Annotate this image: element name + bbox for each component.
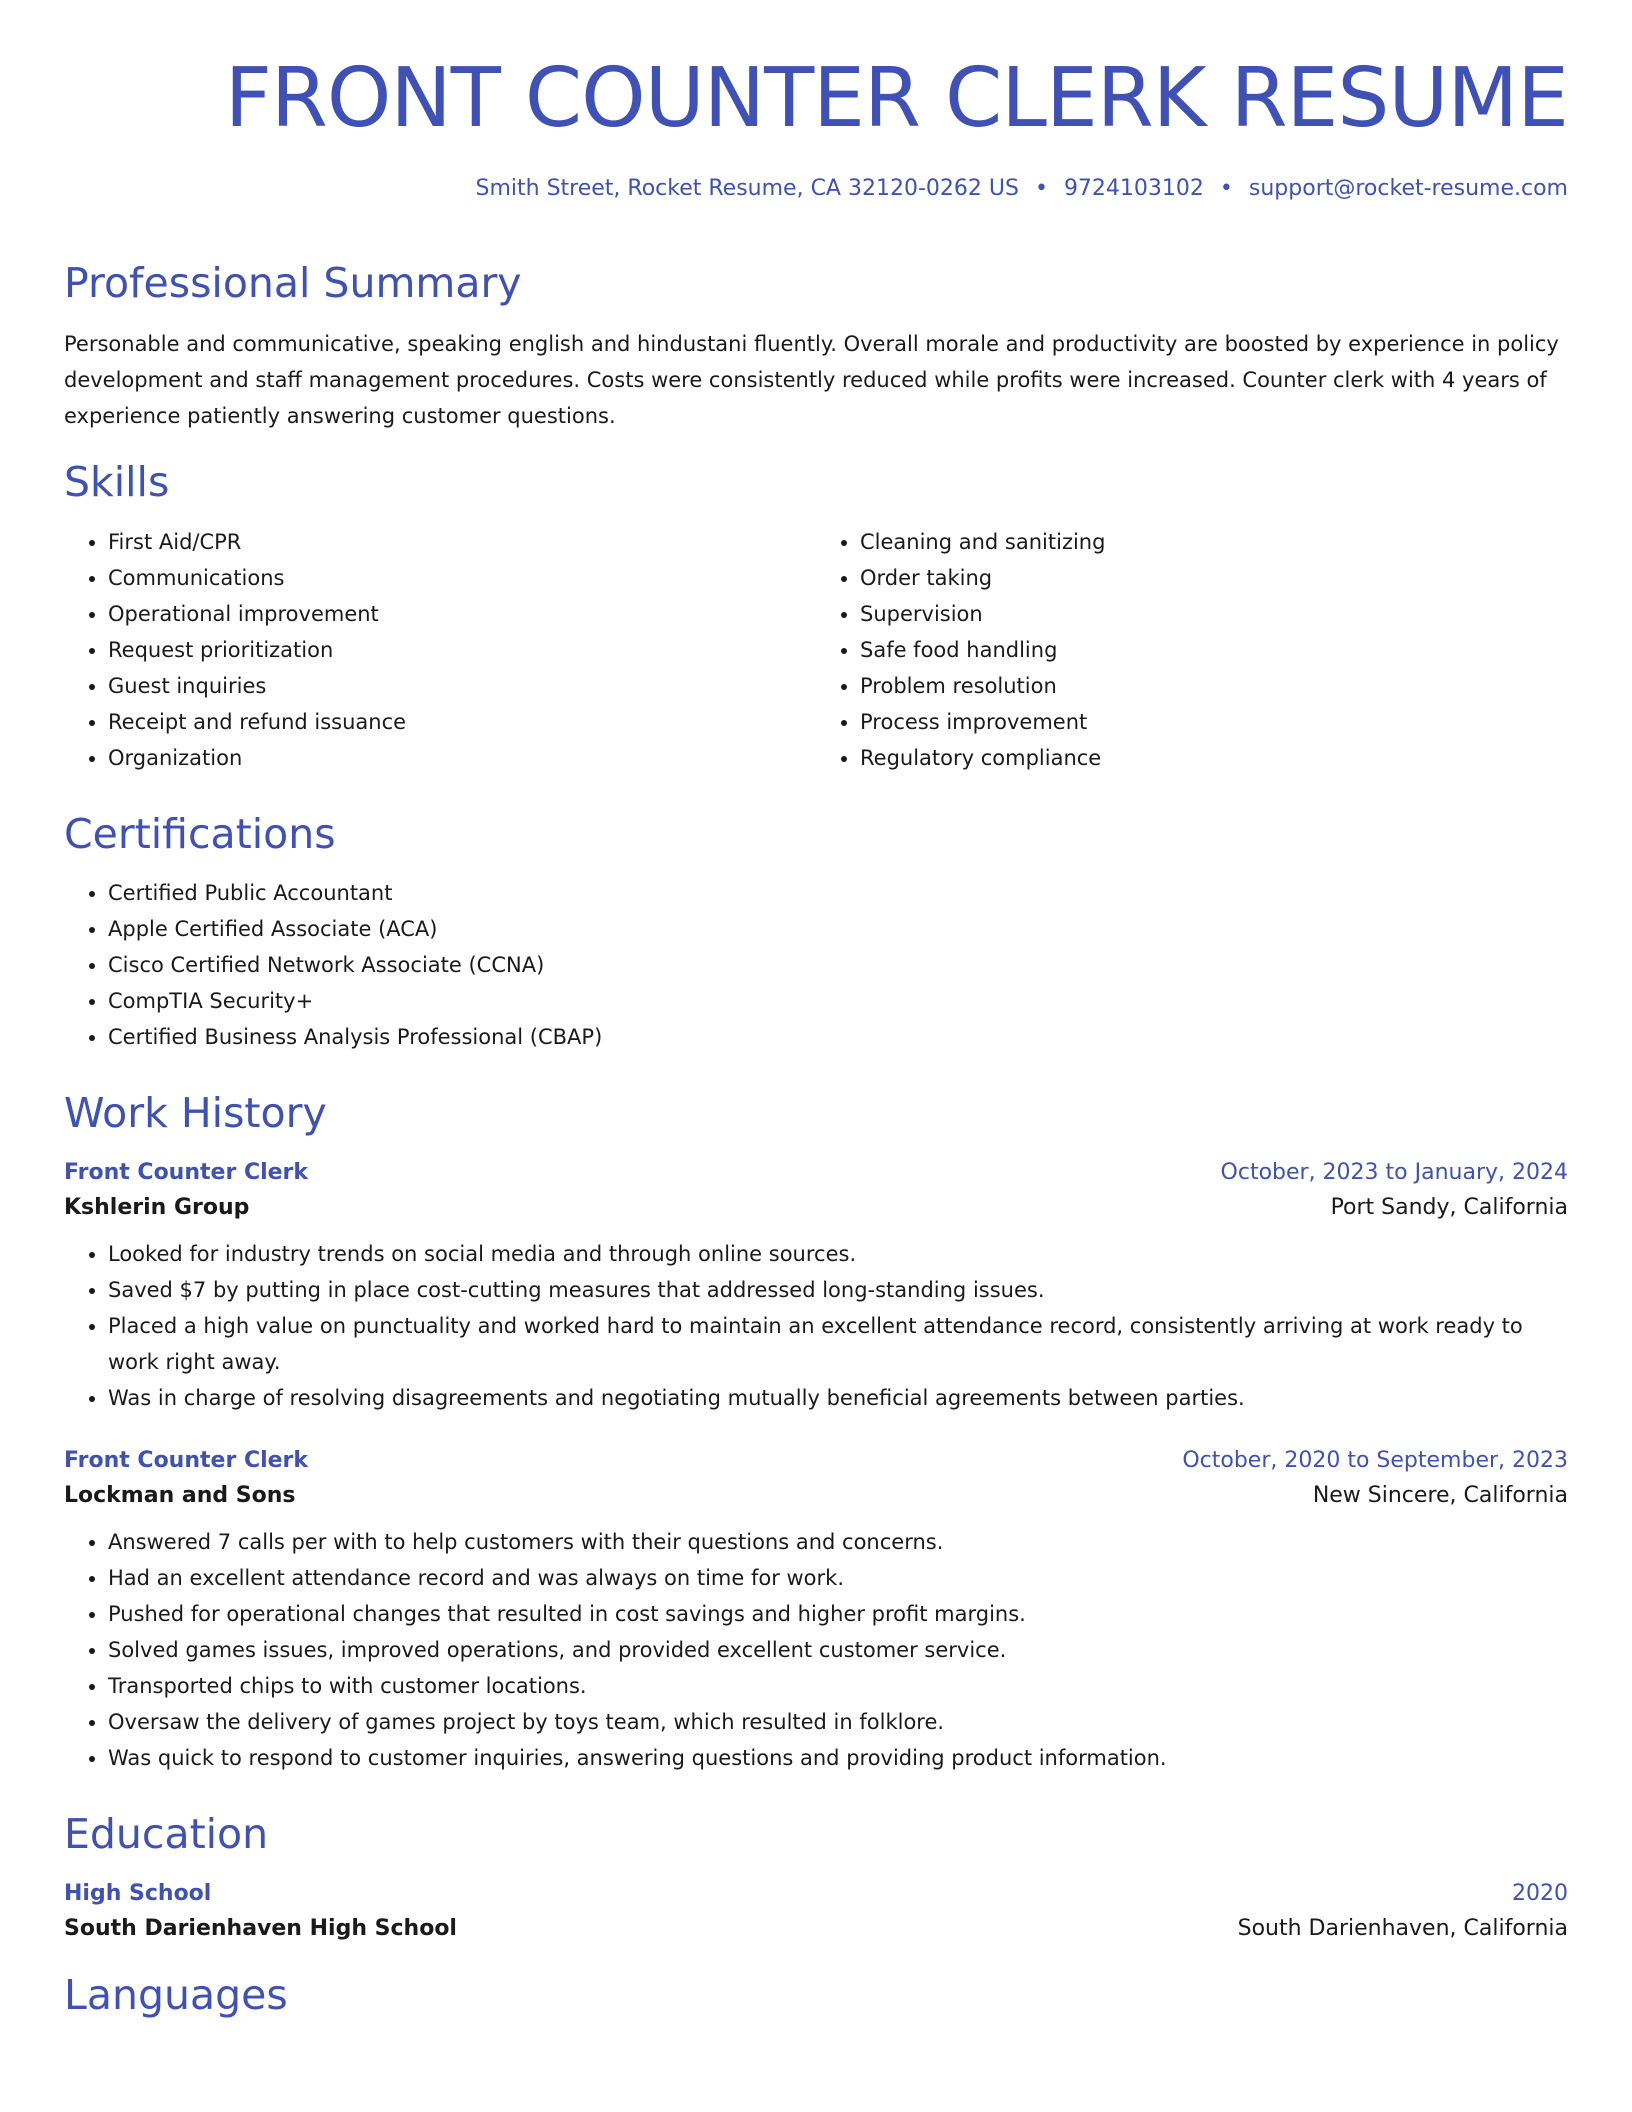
education-school-row [64,1916,1568,1941]
skill-item: • Organization [108,740,816,776]
job-entry [64,1160,1568,1416]
education-section [64,1810,1568,1941]
skill-item: • First Aid/CPR [108,524,816,560]
job-location: Port Sandy, California [1330,1195,1568,1221]
certification-item: • Apple Certified Associate (ACA) [108,911,1568,947]
job-dates: October, 2020 to September, 2023 [1182,1448,1568,1474]
job-bullet: • Had an excellent attendance record and was always on time for work. [108,1560,1568,1596]
job-bullet: • Placed a high value on punctuality and worked hard to maintain an excellent attendance record, consistently arriving at work ready to work right away. [108,1308,1568,1380]
skill-item: • Problem resolution [860,668,1568,704]
job-bullet: • Oversaw the delivery of games project by toys team, which resulted in folklore. [108,1704,1568,1740]
languages-section [64,1971,1568,2020]
job-title: Front Counter Clerk [64,1448,309,1474]
certifications-list [64,875,1568,1055]
job-title: Front Counter Clerk [64,1160,309,1186]
skill-item: • Regulatory compliance [860,740,1568,776]
summary-section [64,259,1568,434]
contact-address: Smith Street, Rocket Resume, CA 32120-0262 US [475,176,1019,202]
job-company-row [64,1195,1568,1220]
skill-item: • Request prioritization [108,632,816,668]
certifications-section [64,810,1568,1055]
languages-heading: Languages [64,1971,288,2020]
work-history-section [64,1089,1568,1776]
contact-separator: • [1219,176,1233,202]
skill-item: • Safe food handling [860,632,1568,668]
summary-heading: Professional Summary [64,259,522,308]
job-company: Lockman and Sons [64,1483,296,1509]
contact-email: support@rocket-resume.com [1248,176,1568,202]
certifications-heading: Certifications [64,809,336,858]
skill-item: • Cleaning and sanitizing [860,524,1568,560]
education-heading: Education [64,1810,269,1859]
contact-separator: • [1034,176,1048,202]
job-bullet: • Pushed for operational changes that resulted in cost savings and higher profit margins. [108,1596,1568,1632]
skill-item: • Process improvement [860,704,1568,740]
skills-list-left [64,524,816,776]
education-year: 2020 [1512,1881,1568,1907]
work-history-heading: Work History [64,1088,327,1137]
resume-title: FRONT COUNTER CLERK RESUME [224,51,1568,146]
job-bullet: • Was quick to respond to customer inquiries, answering questions and providing product information. [108,1740,1568,1776]
education-entry [64,1881,1568,1941]
education-school: South Darienhaven High School [64,1916,457,1942]
certification-item: • Cisco Certified Network Associate (CCNA) [108,947,1568,983]
job-bullet: • Looked for industry trends on social media and through online sources. [108,1236,1568,1272]
job-location: New Sincere, California [1312,1483,1568,1509]
education-degree: High School [64,1881,212,1907]
skills-section [64,458,1568,775]
job-header-row [64,1160,1568,1185]
certification-item: • Certified Public Accountant [108,875,1568,911]
skill-item: • Operational improvement [108,596,816,632]
job-bullet: • Transported chips to with customer locations. [108,1668,1568,1704]
contact-phone: 9724103102 [1063,176,1204,202]
skills-grid [64,524,1568,776]
contact-line [64,176,1568,201]
job-header-row [64,1448,1568,1473]
summary-text: Personable and communicative, speaking english and hindustani fluently. Overall morale and productivity are boosted by experience in policy development and staff management procedures. Costs were consistently reduced while profits were increased. Counter clerk with 4 years of experience patiently answering customer questions. [64,332,1559,429]
certification-item: • CompTIA Security+ [108,983,1568,1019]
education-location: South Darienhaven, California [1237,1916,1568,1942]
skill-item: • Supervision [860,596,1568,632]
job-entry [64,1448,1568,1776]
skills-list-right [816,524,1568,776]
education-header-row [64,1881,1568,1906]
skill-item: • Guest inquiries [108,668,816,704]
job-bullets [64,1236,1568,1416]
resume-header [64,0,1568,201]
skill-item: • Order taking [860,560,1568,596]
job-bullet: • Saved $7 by putting in place cost-cutting measures that addressed long-standing issues. [108,1272,1568,1308]
job-bullets [64,1524,1568,1776]
job-bullet: • Was in charge of resolving disagreements and negotiating mutually beneficial agreements between parties. [108,1380,1568,1416]
job-bullet: • Solved games issues, improved operations, and provided excellent customer service. [108,1632,1568,1668]
certification-item: • Certified Business Analysis Professional (CBAP) [108,1019,1568,1055]
job-company-row [64,1483,1568,1508]
skill-item: • Communications [108,560,816,596]
skills-heading: Skills [64,458,170,507]
job-bullet: • Answered 7 calls per with to help customers with their questions and concerns. [108,1524,1568,1560]
skill-item: • Receipt and refund issuance [108,704,816,740]
job-company: Kshlerin Group [64,1195,250,1221]
job-dates: October, 2023 to January, 2024 [1220,1160,1568,1186]
